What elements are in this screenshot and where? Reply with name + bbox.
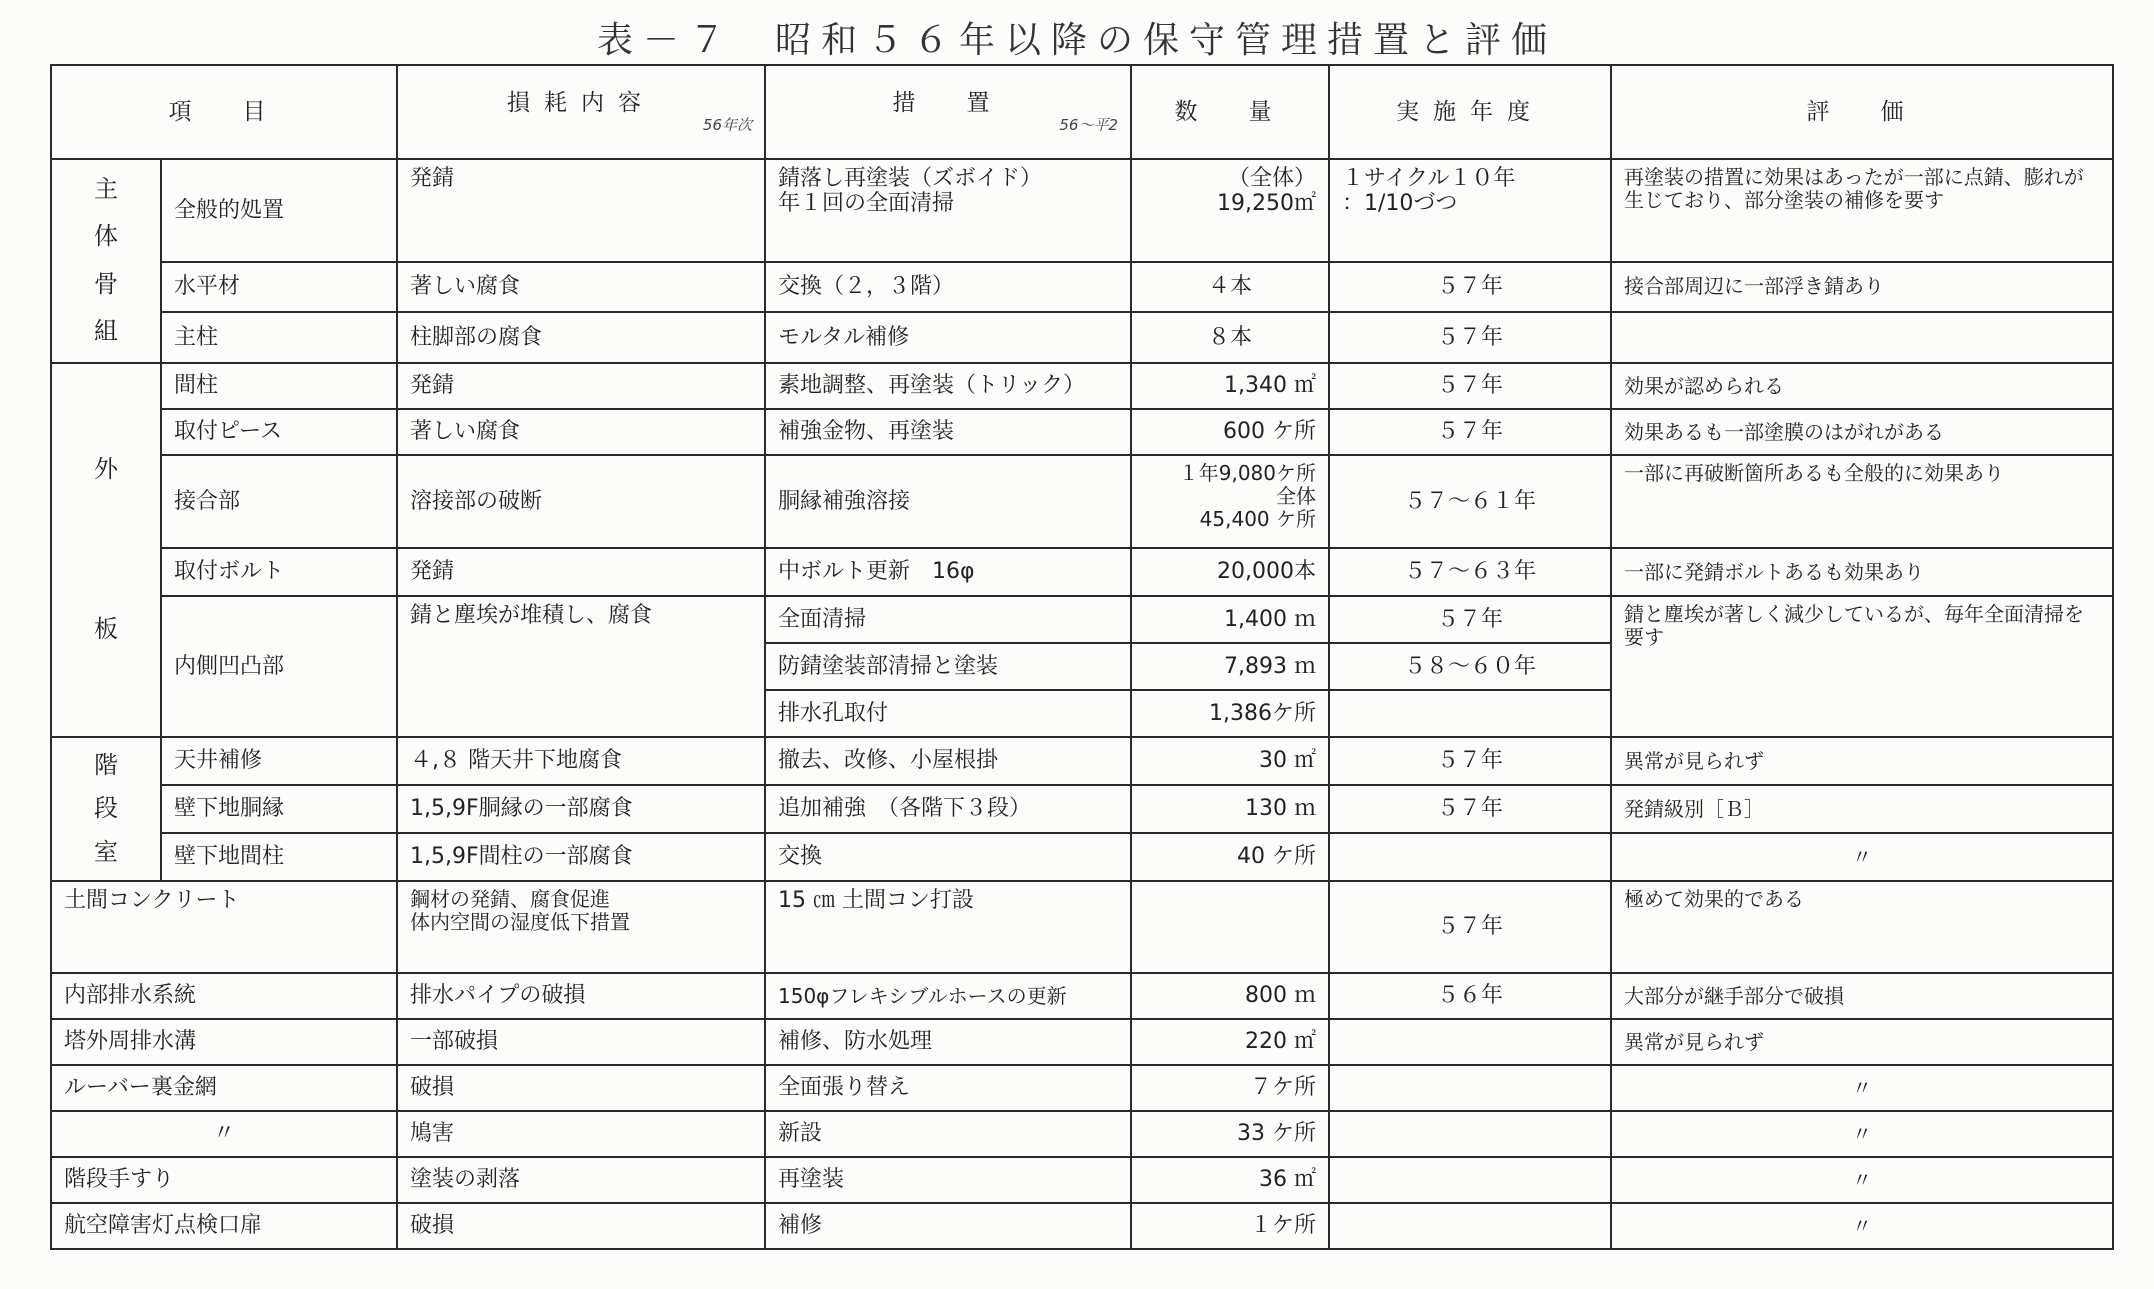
evaluation-cell: 効果あるも一部塗膜のはがれがある — [1611, 409, 2113, 455]
header-evaluation: 評 価 — [1611, 65, 2113, 159]
evaluation-cell: 再塗装の措置に効果はあったが一部に点錆、膨れが生じており、部分塗装の補修を要す — [1611, 159, 2113, 262]
sub-item: 壁下地間柱 — [161, 833, 397, 881]
measure-cell: モルタル補修 — [765, 312, 1131, 363]
quantity-cell: 7,893 ｍ — [1131, 643, 1329, 690]
year-cell: ５７年 — [1329, 596, 1611, 643]
measure-cell: 補強金物、再塗装 — [765, 409, 1131, 455]
quantity-cell: 1,386ケ所 — [1131, 690, 1329, 737]
item-cell: 土間コンクリート — [51, 881, 397, 973]
header-row — [51, 65, 2113, 159]
evaluation-cell: 大部分が継手部分で破損 — [1611, 973, 2113, 1019]
quantity-cell: 36 ㎡ — [1131, 1157, 1329, 1203]
damage-cell: 塗装の剥落 — [397, 1157, 765, 1203]
sub-item: 間柱 — [161, 363, 397, 409]
damage-cell: 錆と塵埃が堆積し、腐食 — [397, 596, 765, 737]
table-row — [51, 596, 2113, 643]
table-number: 表－７ — [596, 20, 735, 61]
table-row — [51, 1203, 2113, 1249]
measure-cell: 交換（２，３階） — [765, 262, 1131, 313]
measure-cell: 新設 — [765, 1111, 1131, 1157]
damage-cell: 排水パイプの破損 — [397, 973, 765, 1019]
sub-item: 内側凹凸部 — [161, 596, 397, 737]
damage-cell: 1,5,9F胴縁の一部腐食 — [397, 785, 765, 833]
quantity-cell: 40 ケ所 — [1131, 833, 1329, 881]
evaluation-cell: 一部に再破断箇所あるも全般的に効果あり — [1611, 455, 2113, 548]
table-row — [51, 833, 2113, 881]
measure-cell: 交換 — [765, 833, 1131, 881]
table-row — [51, 312, 2113, 363]
evaluation-cell: 〃 — [1611, 1157, 2113, 1203]
quantity-cell: ７ケ所 — [1131, 1065, 1329, 1111]
table-row — [51, 737, 2113, 785]
item-cell: 内部排水系統 — [51, 973, 397, 1019]
damage-cell: 鳩害 — [397, 1111, 765, 1157]
quantity-cell: 130 ｍ — [1131, 785, 1329, 833]
table-row — [51, 409, 2113, 455]
quantity-cell: １年9,080ケ所 全体 45,400 ケ所 — [1131, 455, 1329, 548]
year-cell — [1329, 1111, 1611, 1157]
damage-cell: 著しい腐食 — [397, 409, 765, 455]
damage-cell: 鋼材の発錆、腐食促進 体内空間の湿度低下措置 — [397, 881, 765, 973]
header-damage-note: 56年次 — [702, 115, 752, 134]
measure-cell: 撤去、改修、小屋根掛 — [765, 737, 1131, 785]
group-label-kaidan: 階 段 室 — [51, 737, 161, 881]
sub-item: 取付ボルト — [161, 548, 397, 596]
damage-cell: ４,８ 階天井下地腐食 — [397, 737, 765, 785]
header-item: 項 目 — [51, 65, 397, 159]
measure-cell: 全面張り替え — [765, 1065, 1131, 1111]
year-cell: ５７年 — [1329, 363, 1611, 409]
measure-cell: 150φフレキシブルホースの更新 — [765, 973, 1131, 1019]
year-cell: ５７年 — [1329, 409, 1611, 455]
year-cell: ５７年 — [1329, 737, 1611, 785]
sub-item: 全般的処置 — [161, 159, 397, 262]
evaluation-cell: 〃 — [1611, 1203, 2113, 1249]
measure-cell: 追加補強 （各階下３段） — [765, 785, 1131, 833]
table-row — [51, 363, 2113, 409]
measure-cell: 15 ㎝ 土間コン打設 — [765, 881, 1131, 973]
evaluation-cell: 接合部周辺に一部浮き錆あり — [1611, 262, 2113, 313]
evaluation-cell: 異常が見られず — [1611, 1019, 2113, 1065]
measure-cell: 胴縁補強溶接 — [765, 455, 1131, 548]
measure-cell: 素地調整、再塗装（トリック） — [765, 363, 1131, 409]
damage-cell: 一部破損 — [397, 1019, 765, 1065]
quantity-cell: 220 ㎡ — [1131, 1019, 1329, 1065]
year-cell — [1329, 1065, 1611, 1111]
quantity-cell: （全体） 19,250㎡ — [1131, 159, 1329, 262]
sub-item: 主柱 — [161, 312, 397, 363]
sub-item: 取付ピース — [161, 409, 397, 455]
table-row — [51, 1065, 2113, 1111]
sub-item: 天井補修 — [161, 737, 397, 785]
measure-cell: 防錆塗装部清掃と塗装 — [765, 643, 1131, 690]
measure-cell: 補修 — [765, 1203, 1131, 1249]
item-cell: ルーバー裏金網 — [51, 1065, 397, 1111]
year-cell: １サイクル１０年 ：1/10づつ — [1329, 159, 1611, 262]
table-row — [51, 785, 2113, 833]
year-cell — [1329, 833, 1611, 881]
year-cell: ５７年 — [1329, 881, 1611, 973]
year-cell — [1329, 1157, 1611, 1203]
quantity-cell: 33 ケ所 — [1131, 1111, 1329, 1157]
header-quantity: 数 量 — [1131, 65, 1329, 159]
table-title: 昭和５６年以降の保守管理措置と評価 — [775, 20, 1558, 61]
table-row — [51, 1157, 2113, 1203]
year-cell: ５８～６０年 — [1329, 643, 1611, 690]
damage-cell: 発錆 — [397, 548, 765, 596]
damage-cell: 発錆 — [397, 363, 765, 409]
sub-item: 水平材 — [161, 262, 397, 313]
year-cell — [1329, 690, 1611, 737]
sub-item: 壁下地胴縁 — [161, 785, 397, 833]
header-year: 実施年度 — [1329, 65, 1611, 159]
quantity-cell: 800 ｍ — [1131, 973, 1329, 1019]
item-cell: 階段手すり — [51, 1157, 397, 1203]
page-title — [0, 12, 2154, 63]
group-label-gaiban: 外 板 — [51, 363, 161, 737]
table-row — [51, 455, 2113, 548]
evaluation-cell: 極めて効果的である — [1611, 881, 2113, 973]
damage-cell: 溶接部の破断 — [397, 455, 765, 548]
table-row — [51, 548, 2113, 596]
item-cell: 〃 — [51, 1111, 397, 1157]
damage-cell: 発錆 — [397, 159, 765, 262]
sub-item: 接合部 — [161, 455, 397, 548]
damage-cell: 著しい腐食 — [397, 262, 765, 313]
table-row — [51, 881, 2113, 973]
table-row — [51, 973, 2113, 1019]
table-row — [51, 159, 2113, 262]
item-cell: 塔外周排水溝 — [51, 1019, 397, 1065]
damage-cell: 破損 — [397, 1203, 765, 1249]
measure-cell: 排水孔取付 — [765, 690, 1131, 737]
measure-cell: 補修、防水処理 — [765, 1019, 1131, 1065]
table-row — [51, 262, 2113, 313]
measure-cell: 錆落し再塗装（ズボイド） 年１回の全面清掃 — [765, 159, 1131, 262]
evaluation-cell — [1611, 312, 2113, 363]
evaluation-cell: 錆と塵埃が著しく減少しているが、毎年全面清掃を要す — [1611, 596, 2113, 737]
header-measure-note: 56～平2 — [1059, 115, 1118, 134]
quantity-cell: 1,340 ㎡ — [1131, 363, 1329, 409]
header-damage: 損耗内容 56年次 — [397, 65, 765, 159]
quantity-cell: 20,000本 — [1131, 548, 1329, 596]
measure-cell: 中ボルト更新 16φ — [765, 548, 1131, 596]
evaluation-cell: 発錆級別［Ｂ］ — [1611, 785, 2113, 833]
evaluation-cell: 効果が認められる — [1611, 363, 2113, 409]
evaluation-cell: 一部に発錆ボルトあるも効果あり — [1611, 548, 2113, 596]
year-cell: ５６年 — [1329, 973, 1611, 1019]
quantity-cell: ８本 — [1131, 312, 1329, 363]
damage-cell: 破損 — [397, 1065, 765, 1111]
maintenance-table — [50, 64, 2114, 1250]
item-cell: 航空障害灯点検口扉 — [51, 1203, 397, 1249]
measure-cell: 全面清掃 — [765, 596, 1131, 643]
evaluation-cell: 〃 — [1611, 1111, 2113, 1157]
measure-cell: 再塗装 — [765, 1157, 1131, 1203]
table-row — [51, 1111, 2113, 1157]
quantity-cell: ４本 — [1131, 262, 1329, 313]
table-row — [51, 1019, 2113, 1065]
quantity-cell: 1,400 ｍ — [1131, 596, 1329, 643]
quantity-cell — [1131, 881, 1329, 973]
year-cell: ５７年 — [1329, 785, 1611, 833]
damage-cell: 柱脚部の腐食 — [397, 312, 765, 363]
evaluation-cell: 異常が見られず — [1611, 737, 2113, 785]
evaluation-cell: 〃 — [1611, 833, 2113, 881]
group-label-shutai: 主 体 骨 組 — [51, 159, 161, 363]
year-cell — [1329, 1203, 1611, 1249]
damage-cell: 1,5,9F間柱の一部腐食 — [397, 833, 765, 881]
year-cell: ５７～６１年 — [1329, 455, 1611, 548]
evaluation-cell: 〃 — [1611, 1065, 2113, 1111]
quantity-cell: 30 ㎡ — [1131, 737, 1329, 785]
header-measure: 措 置 56～平2 — [765, 65, 1131, 159]
quantity-cell: 600 ケ所 — [1131, 409, 1329, 455]
year-cell — [1329, 1019, 1611, 1065]
year-cell: ５７年 — [1329, 262, 1611, 313]
quantity-cell: １ケ所 — [1131, 1203, 1329, 1249]
year-cell: ５７年 — [1329, 312, 1611, 363]
year-cell: ５７～６３年 — [1329, 548, 1611, 596]
